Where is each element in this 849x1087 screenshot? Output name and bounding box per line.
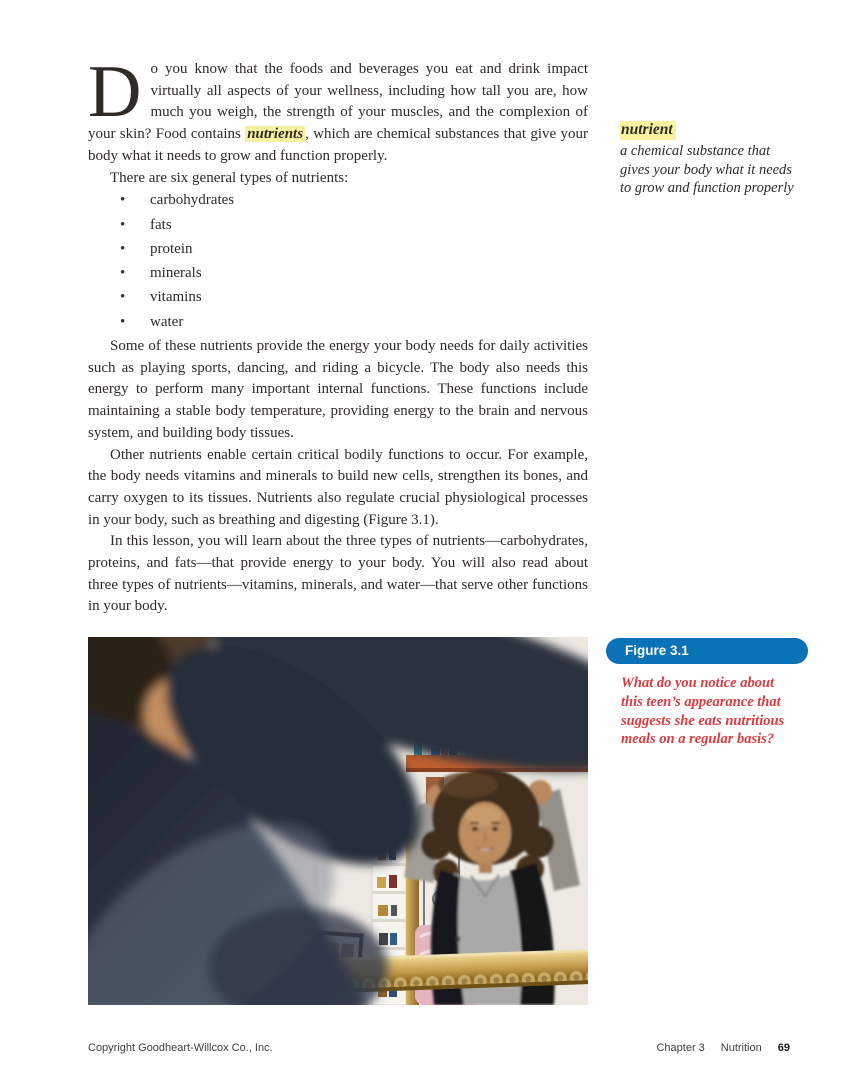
drop-cap: D <box>88 51 142 133</box>
list-intro-line: There are six general types of nutrients: <box>110 169 349 186</box>
footer-running-head <box>656 1042 790 1054</box>
opening-paragraph <box>88 51 588 168</box>
list-item-carbohydrates: • carbohydrates <box>150 190 588 212</box>
definition-term: nutrient <box>620 121 676 140</box>
list-item-protein: • protein <box>150 239 588 261</box>
footer-chapter: Chapter 3 <box>656 1042 705 1054</box>
list-item-vitamins: • vitamins <box>150 287 588 309</box>
nutrient-list <box>88 190 588 333</box>
opening-text-after: , which are chemical substances that give your body what it needs to grow and function properly. <box>88 126 588 164</box>
list-item-minerals: • minerals <box>150 263 588 285</box>
footer-page-number: 69 <box>777 1042 790 1054</box>
paragraph-lesson-preview: In this lesson, you will learn about the three types of nutrients—carbohydrates, proteins, and fats—that provide energy to your body. You will also read about three types of nutrients—vitamins, minerals, and water—that serve other functions in your body. <box>88 533 588 615</box>
nutrients-highlighted-term: nutrients <box>247 126 304 143</box>
figure-caption: What do you notice about this teen’s appearance that suggests she eats nutritious meals on a regular basis? <box>621 675 785 748</box>
footer-copyright: Copyright Goodheart-Willcox Co., Inc. <box>88 1042 273 1054</box>
list-item-fats: • fats <box>150 215 588 237</box>
list-item-water: • water <box>150 312 588 334</box>
paragraph-energy: Some of these nutrients provide the energy your body needs for daily activities such as playing sports, dancing, and riding a bicycle. The body also needs this energy to perform many important internal functions. These functions include maintaining a stable body temperature, providing energy to the brain and nervous system, and building body tissues. <box>88 338 588 441</box>
figure-label: Figure 3.1 <box>606 638 808 664</box>
opening-text: o you know that the foods and beverages you eat and drink impact virtually all aspects of your wellness, including how tall you are, how much you weigh, the strength of your muscles, and the complexion of your skin? Food contains <box>88 61 588 143</box>
definition-sidebar <box>620 121 800 198</box>
definition-text: a chemical substance that gives your body what it needs to grow and function properly <box>620 143 794 197</box>
main-column <box>88 51 588 618</box>
paragraph-functions: Other nutrients enable certain critical bodily functions to occur. For example, the body needs vitamins and minerals to build new cells, strengthen its bones, and carry oxygen to its tissues. Nutrients also regulate crucial physiological processes in your body, such as breathing and digesting (Figure 3.1). <box>88 446 588 528</box>
mirror-photo-illustration <box>88 637 588 1005</box>
footer-section: Nutrition <box>720 1042 762 1054</box>
figure-photo <box>88 637 588 1005</box>
